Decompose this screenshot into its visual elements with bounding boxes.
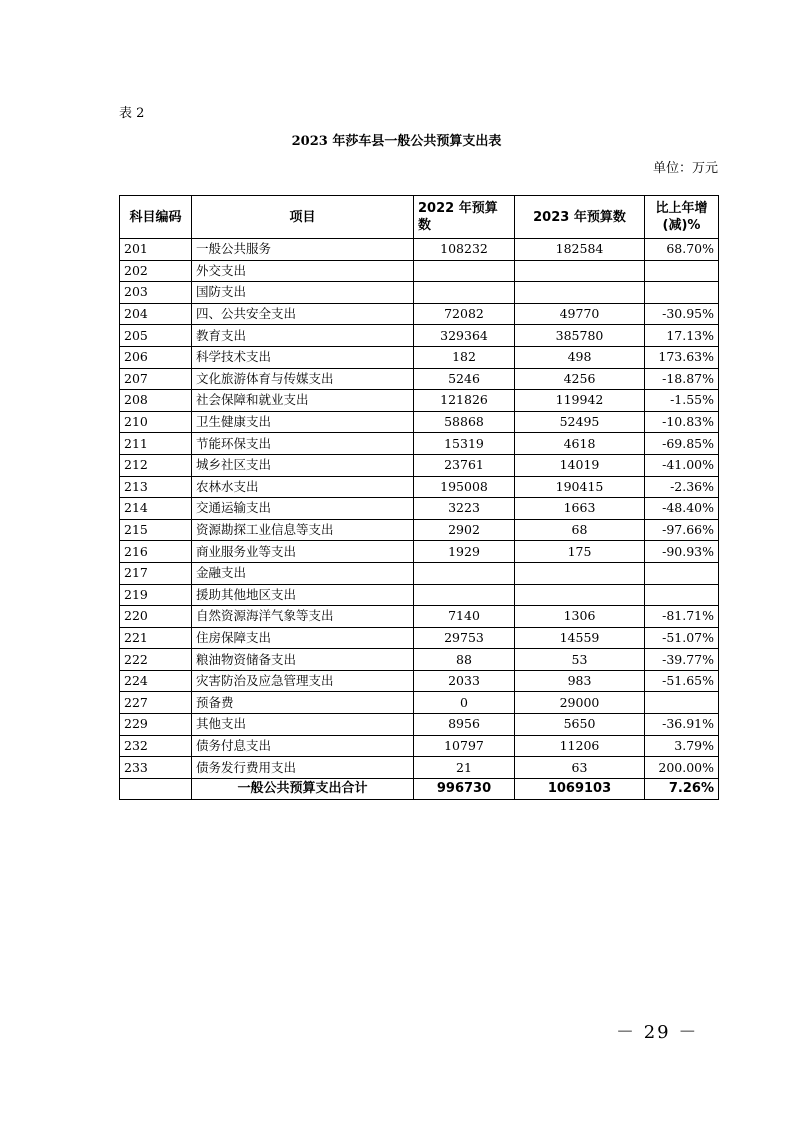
header-budget-2022: 2022 年预算数 <box>414 196 515 239</box>
budget-2023-cell <box>515 260 645 282</box>
change-cell: -51.07% <box>645 627 719 649</box>
total-budget-2022: 996730 <box>414 778 515 800</box>
item-name-cell: 自然资源海洋气象等支出 <box>192 606 414 628</box>
table-row <box>120 649 719 671</box>
item-name-cell: 国防支出 <box>192 282 414 304</box>
budget-2022-cell: 1929 <box>414 541 515 563</box>
code-cell: 211 <box>120 433 192 455</box>
page-title: 2023 年莎车县一般公共预算支出表 <box>291 134 502 149</box>
change-cell: -2.36% <box>645 476 719 498</box>
code-cell: 204 <box>120 303 192 325</box>
budget-2022-cell <box>414 260 515 282</box>
table-row <box>120 368 719 390</box>
table-row <box>120 735 719 757</box>
table-row <box>120 282 719 304</box>
change-cell <box>645 260 719 282</box>
item-name-cell: 金融支出 <box>192 562 414 584</box>
budget-2023-cell: 175 <box>515 541 645 563</box>
change-cell: -30.95% <box>645 303 719 325</box>
budget-2022-cell <box>414 562 515 584</box>
budget-2023-cell: 498 <box>515 346 645 368</box>
budget-2023-cell <box>515 562 645 584</box>
item-name-cell: 城乡社区支出 <box>192 454 414 476</box>
table-row <box>120 670 719 692</box>
change-cell: -48.40% <box>645 498 719 520</box>
table-row <box>120 346 719 368</box>
item-name-cell: 交通运输支出 <box>192 498 414 520</box>
budget-2023-cell: 49770 <box>515 303 645 325</box>
item-name-cell: 外交支出 <box>192 260 414 282</box>
table-row <box>120 606 719 628</box>
change-cell: -69.85% <box>645 433 719 455</box>
budget-2022-cell: 88 <box>414 649 515 671</box>
table-row <box>120 411 719 433</box>
table-row <box>120 260 719 282</box>
budget-2022-cell: 72082 <box>414 303 515 325</box>
budget-2022-cell: 23761 <box>414 454 515 476</box>
header-budget-2023: 2023 年预算数 <box>515 196 645 239</box>
budget-2023-cell: 68 <box>515 519 645 541</box>
item-name-cell: 债务付息支出 <box>192 735 414 757</box>
item-name-cell: 节能环保支出 <box>192 433 414 455</box>
budget-2023-cell: 63 <box>515 757 645 779</box>
table-row <box>120 562 719 584</box>
table-row <box>120 692 719 714</box>
change-cell <box>645 562 719 584</box>
total-code-cell <box>120 778 192 800</box>
item-name-cell: 卫生健康支出 <box>192 411 414 433</box>
budget-2023-cell <box>515 584 645 606</box>
code-cell: 202 <box>120 260 192 282</box>
budget-2023-cell: 29000 <box>515 692 645 714</box>
table-row <box>120 303 719 325</box>
budget-2023-cell: 4256 <box>515 368 645 390</box>
budget-2023-cell: 11206 <box>515 735 645 757</box>
budget-2022-cell: 2033 <box>414 670 515 692</box>
table-row <box>120 757 719 779</box>
table-row <box>120 239 719 261</box>
budget-2022-cell: 21 <box>414 757 515 779</box>
table-body <box>120 239 719 779</box>
budget-2023-cell: 4618 <box>515 433 645 455</box>
budget-2023-cell: 1306 <box>515 606 645 628</box>
budget-2023-cell: 190415 <box>515 476 645 498</box>
budget-2023-cell: 52495 <box>515 411 645 433</box>
budget-2022-cell: 108232 <box>414 239 515 261</box>
change-cell: -51.65% <box>645 670 719 692</box>
budget-2023-cell: 5650 <box>515 714 645 736</box>
item-name-cell: 灾害防治及应急管理支出 <box>192 670 414 692</box>
change-cell: -36.91% <box>645 714 719 736</box>
total-label: 一般公共预算支出合计 <box>192 778 414 800</box>
change-cell <box>645 692 719 714</box>
change-cell: 17.13% <box>645 325 719 347</box>
budget-2022-cell: 58868 <box>414 411 515 433</box>
change-cell: 200.00% <box>645 757 719 779</box>
code-cell: 210 <box>120 411 192 433</box>
change-cell: -90.93% <box>645 541 719 563</box>
budget-2022-cell: 0 <box>414 692 515 714</box>
change-cell <box>645 584 719 606</box>
code-cell: 213 <box>120 476 192 498</box>
budget-2022-cell: 10797 <box>414 735 515 757</box>
budget-2022-cell: 15319 <box>414 433 515 455</box>
item-name-cell: 粮油物资储备支出 <box>192 649 414 671</box>
change-cell: -41.00% <box>645 454 719 476</box>
budget-2022-cell: 29753 <box>414 627 515 649</box>
change-cell: -10.83% <box>645 411 719 433</box>
table-row <box>120 454 719 476</box>
code-cell: 217 <box>120 562 192 584</box>
budget-2023-cell: 385780 <box>515 325 645 347</box>
table-header-row <box>120 196 719 239</box>
code-cell: 224 <box>120 670 192 692</box>
code-cell: 227 <box>120 692 192 714</box>
item-name-cell: 一般公共服务 <box>192 239 414 261</box>
code-cell: 208 <box>120 390 192 412</box>
change-cell: 3.79% <box>645 735 719 757</box>
budget-2022-cell: 2902 <box>414 519 515 541</box>
unit-label: 单位：万元 <box>652 161 718 176</box>
header-change: 比上年增(减)% <box>645 196 719 239</box>
page-number: － 29 － <box>616 1022 699 1043</box>
code-cell: 207 <box>120 368 192 390</box>
code-cell: 212 <box>120 454 192 476</box>
change-cell: -39.77% <box>645 649 719 671</box>
table-row <box>120 390 719 412</box>
budget-2023-cell: 14019 <box>515 454 645 476</box>
header-code: 科目编码 <box>120 196 192 239</box>
total-change: 7.26% <box>645 778 719 800</box>
budget-2023-cell: 1663 <box>515 498 645 520</box>
item-name-cell: 其他支出 <box>192 714 414 736</box>
code-cell: 206 <box>120 346 192 368</box>
budget-2022-cell: 8956 <box>414 714 515 736</box>
budget-2022-cell <box>414 584 515 606</box>
code-cell: 222 <box>120 649 192 671</box>
budget-2022-cell: 329364 <box>414 325 515 347</box>
item-name-cell: 商业服务业等支出 <box>192 541 414 563</box>
code-cell: 220 <box>120 606 192 628</box>
budget-2023-cell: 14559 <box>515 627 645 649</box>
code-cell: 203 <box>120 282 192 304</box>
budget-2022-cell: 195008 <box>414 476 515 498</box>
code-cell: 229 <box>120 714 192 736</box>
code-cell: 233 <box>120 757 192 779</box>
budget-2023-cell: 182584 <box>515 239 645 261</box>
code-cell: 219 <box>120 584 192 606</box>
table-row <box>120 541 719 563</box>
budget-2022-cell: 7140 <box>414 606 515 628</box>
change-cell: 173.63% <box>645 346 719 368</box>
table-row <box>120 325 719 347</box>
table-label: 表 2 <box>119 106 145 121</box>
table-row <box>120 714 719 736</box>
budget-2023-cell: 53 <box>515 649 645 671</box>
change-cell: 68.70% <box>645 239 719 261</box>
item-name-cell: 援助其他地区支出 <box>192 584 414 606</box>
item-name-cell: 债务发行费用支出 <box>192 757 414 779</box>
item-name-cell: 科学技术支出 <box>192 346 414 368</box>
change-cell: -81.71% <box>645 606 719 628</box>
budget-2023-cell: 119942 <box>515 390 645 412</box>
code-cell: 216 <box>120 541 192 563</box>
budget-2022-cell <box>414 282 515 304</box>
code-cell: 215 <box>120 519 192 541</box>
budget-2023-cell: 983 <box>515 670 645 692</box>
item-name-cell: 四、公共安全支出 <box>192 303 414 325</box>
table-row <box>120 433 719 455</box>
change-cell <box>645 282 719 304</box>
item-name-cell: 文化旅游体育与传媒支出 <box>192 368 414 390</box>
code-cell: 232 <box>120 735 192 757</box>
budget-table <box>119 195 719 800</box>
code-cell: 221 <box>120 627 192 649</box>
table-row <box>120 519 719 541</box>
table-row <box>120 627 719 649</box>
change-cell: -97.66% <box>645 519 719 541</box>
item-name-cell: 预备费 <box>192 692 414 714</box>
item-name-cell: 社会保障和就业支出 <box>192 390 414 412</box>
change-cell: -1.55% <box>645 390 719 412</box>
change-cell: -18.87% <box>645 368 719 390</box>
table-row <box>120 476 719 498</box>
table-row <box>120 498 719 520</box>
code-cell: 205 <box>120 325 192 347</box>
item-name-cell: 资源勘探工业信息等支出 <box>192 519 414 541</box>
header-item: 项目 <box>192 196 414 239</box>
table-row <box>120 584 719 606</box>
budget-2022-cell: 182 <box>414 346 515 368</box>
code-cell: 214 <box>120 498 192 520</box>
budget-2022-cell: 121826 <box>414 390 515 412</box>
item-name-cell: 农林水支出 <box>192 476 414 498</box>
item-name-cell: 教育支出 <box>192 325 414 347</box>
item-name-cell: 住房保障支出 <box>192 627 414 649</box>
budget-2023-cell <box>515 282 645 304</box>
total-row <box>120 778 719 800</box>
budget-2022-cell: 5246 <box>414 368 515 390</box>
total-budget-2023: 1069103 <box>515 778 645 800</box>
budget-2022-cell: 3223 <box>414 498 515 520</box>
code-cell: 201 <box>120 239 192 261</box>
